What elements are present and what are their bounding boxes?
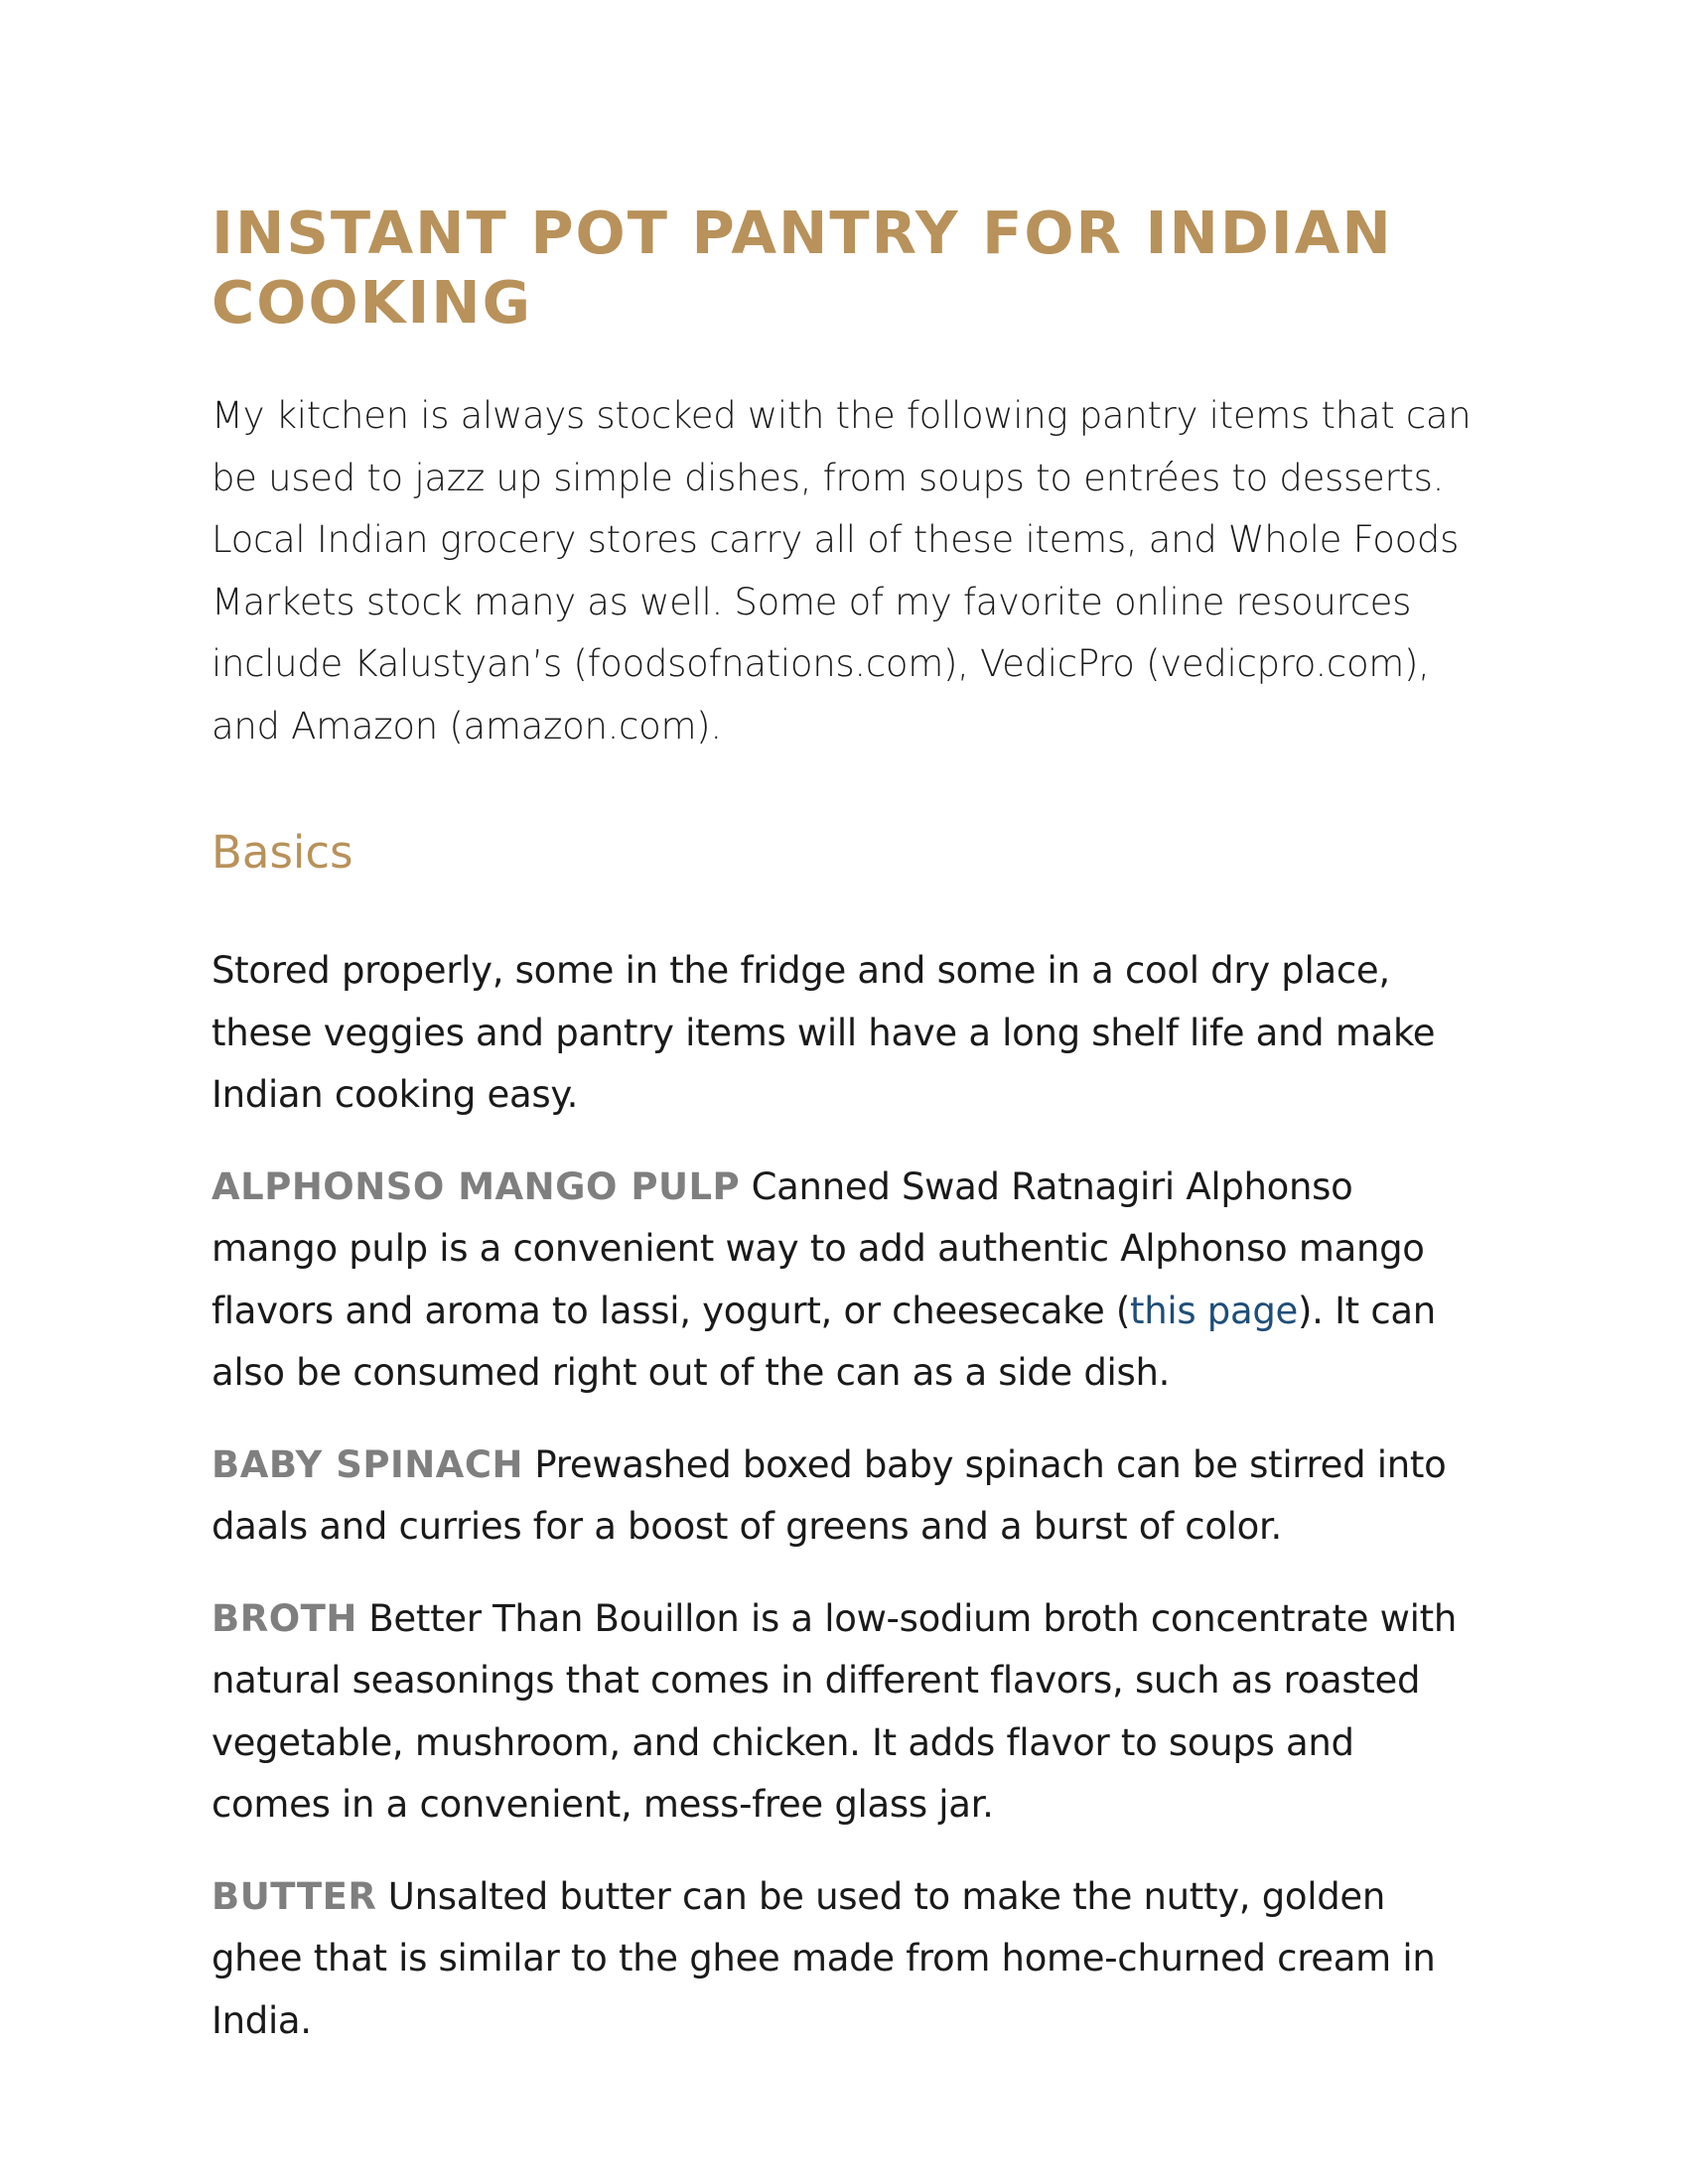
- entry-broth: [211, 1588, 1482, 1837]
- section-heading-basics: Basics: [211, 826, 353, 879]
- entry-alphonso-mango-pulp: [211, 1157, 1482, 1405]
- page-title: INSTANT POT PANTRY FOR INDIAN COOKING: [211, 199, 1393, 337]
- entry-butter: [211, 1866, 1482, 2053]
- entry-text: Better Than Bouillon is a low-sodium broth concentrate with natural seasonings that comes in different flavors, such as roasted vegetable, mushroom, and chicken. It adds flavor to soups and comes in a convenient, mess-free glass jar.: [211, 1596, 1457, 1826]
- this-page-link[interactable]: this page: [1130, 1289, 1299, 1332]
- section-intro-paragraph: Stored properly, some in the fridge and some in a cool dry place, these veggies and pantry items will have a long shelf life and make Indian cooking easy.: [211, 949, 1436, 1116]
- entry-term: ALPHONSO MANGO PULP: [211, 1164, 741, 1208]
- entry-text-continued: ). It can also be consumed right out of the can as a side dish.: [211, 1289, 1436, 1394]
- intro-paragraph: My kitchen is always stocked with the following pantry items that can be used to jazz up simple dishes, from soups to entrées to desserts. Local Indian grocery stores carry all of these items, and Whole Foods Markets stock many as well. Some of my favorite online resources include Kalustyan’s (foodsofnations.com), VedicPro (vedicpro.com), and Amazon (amazon.com).: [211, 394, 1472, 748]
- entry-text: Unsalted butter can be used to make the nutty, golden ghee that is similar to the ghee made from home-churned cream in India.: [211, 1874, 1436, 2042]
- document-page: [211, 199, 1482, 2052]
- entry-text: Prewashed boxed baby spinach can be stirred into daals and curries for a boost of greens and a burst of color.: [211, 1442, 1447, 1548]
- entry-term: BUTTER: [211, 1874, 377, 1918]
- entry-baby-spinach: [211, 1434, 1482, 1559]
- entry-text: Canned Swad Ratnagiri Alphonso mango pulp is a convenient way to add authentic Alphonso mango flavors and aroma to lassi, yogurt, or cheesecake (: [211, 1164, 1425, 1332]
- entry-term: BABY SPINACH: [211, 1442, 523, 1486]
- entry-term: BROTH: [211, 1596, 357, 1640]
